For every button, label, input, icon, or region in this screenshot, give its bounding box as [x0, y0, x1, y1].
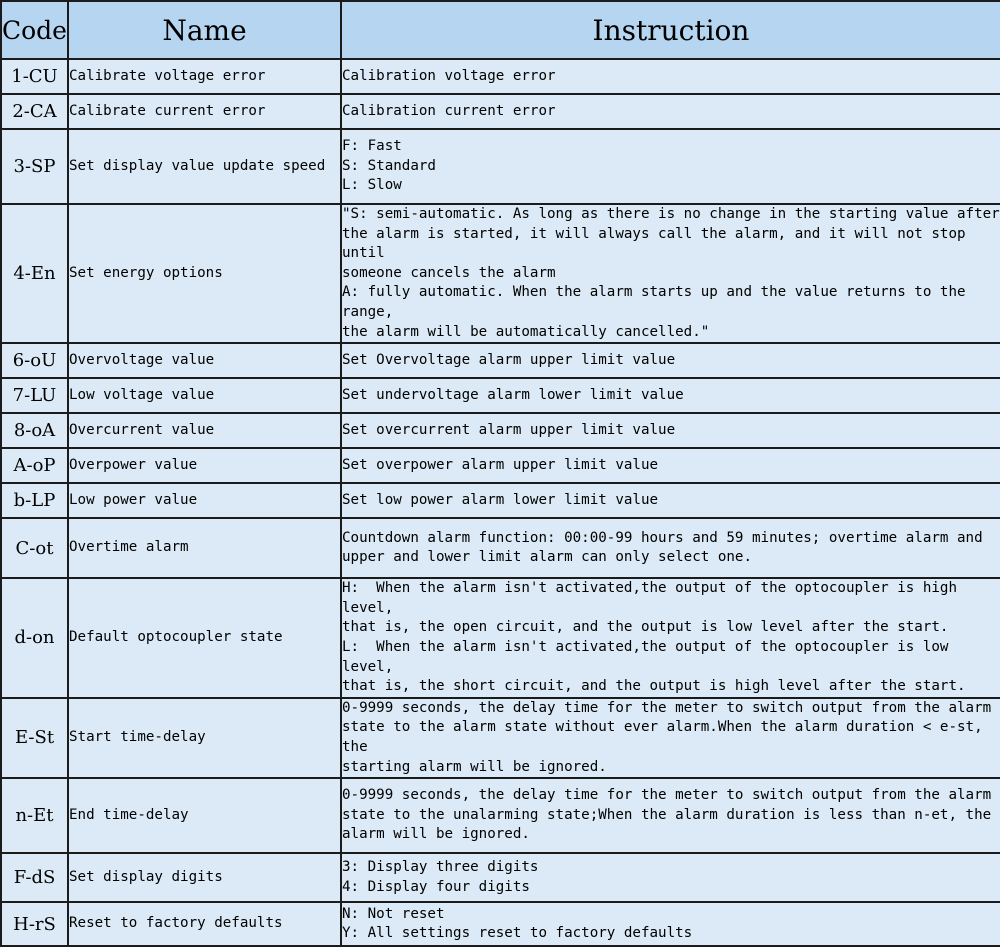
instruction-line: that is, the short circuit, and the output is high level after the start. — [342, 678, 966, 695]
table-row — [1, 343, 1000, 378]
instruction-line: H: When the alarm isn't activated,the output of the optocoupler is high level, — [342, 580, 966, 616]
instruction-cell — [341, 129, 1000, 204]
table-header-row — [1, 1, 1000, 59]
table-row — [1, 698, 1000, 778]
instruction-line: 3: Display three digits — [342, 859, 539, 875]
code-cell: b-LP — [1, 483, 68, 518]
instruction-cell — [341, 902, 1000, 946]
name-cell: Overcurrent value — [68, 413, 341, 448]
instruction-cell — [341, 204, 1000, 343]
code-cell: H-rS — [1, 902, 68, 946]
table-row — [1, 378, 1000, 413]
table-row — [1, 853, 1000, 902]
instruction-cell — [341, 518, 1000, 578]
instruction-line: that is, the open circuit, and the output is low level after the start. — [342, 619, 949, 636]
table-row — [1, 578, 1000, 698]
table-row — [1, 129, 1000, 204]
code-cell: A-oP — [1, 448, 68, 483]
instruction-cell — [341, 853, 1000, 902]
table-row — [1, 204, 1000, 343]
instruction-line: Set Overvoltage alarm upper limit value — [342, 351, 676, 368]
instruction-line: "S: semi-automatic. As long as there is no change in the starting value after — [342, 206, 1000, 222]
code-cell: C-ot — [1, 518, 68, 578]
column-header-code: Code — [1, 1, 68, 59]
instruction-line: Set undervoltage alarm lower limit value — [342, 386, 684, 403]
code-cell: n-Et — [1, 778, 68, 853]
table-row — [1, 448, 1000, 483]
instruction-line: someone cancels the alarm — [342, 264, 556, 281]
instruction-cell — [341, 778, 1000, 853]
instruction-line: starting alarm will be ignored. — [342, 758, 607, 775]
instruction-cell — [341, 94, 1000, 129]
code-cell: 2-CA — [1, 94, 68, 129]
instruction-line: F: Fast — [342, 138, 402, 155]
instruction-line: 0-9999 seconds, the delay time for the meter to switch output from the alarm — [342, 787, 992, 804]
name-cell: Start time-delay — [68, 698, 341, 778]
instruction-cell — [341, 448, 1000, 483]
name-cell: Overpower value — [68, 448, 341, 483]
instruction-line: state to the unalarming state;When the alarm duration is less than n-et, the — [342, 806, 992, 823]
instruction-line: Countdown alarm function: 00:00-99 hours and 59 minutes; overtime alarm and — [342, 529, 983, 546]
code-cell: 3-SP — [1, 129, 68, 204]
instruction-line: L: Slow — [342, 177, 402, 194]
instruction-line: upper and lower limit alarm can only select one. — [342, 549, 752, 566]
name-cell: Calibrate voltage error — [68, 59, 341, 94]
code-cell: E-St — [1, 698, 68, 778]
code-cell: F-dS — [1, 853, 68, 902]
column-header-name: Name — [68, 1, 341, 59]
name-cell: Calibrate current error — [68, 94, 341, 129]
instruction-line: N: Not reset — [342, 905, 445, 922]
instruction-line: L: When the alarm isn't activated,the output of the optocoupler is low level, — [342, 638, 958, 675]
code-cell: 8-oA — [1, 413, 68, 448]
table-row — [1, 902, 1000, 946]
instruction-line: Calibration current error — [342, 102, 556, 119]
table-row — [1, 778, 1000, 853]
instruction-line: 0-9999 seconds, the delay time for the meter to switch output from the alarm — [342, 699, 992, 716]
name-cell: Set display digits — [68, 853, 341, 902]
code-cell: 1-CU — [1, 59, 68, 94]
name-cell: Low power value — [68, 483, 341, 518]
name-cell: Overvoltage value — [68, 343, 341, 378]
table-row — [1, 413, 1000, 448]
instruction-cell — [341, 343, 1000, 378]
column-header-instruction: Instruction — [341, 1, 1000, 59]
instruction-cell — [341, 578, 1000, 698]
table-row — [1, 518, 1000, 578]
table-row — [1, 59, 1000, 94]
name-cell: Set display value update speed — [68, 129, 341, 204]
instruction-cell — [341, 413, 1000, 448]
instruction-line: A: fully automatic. When the alarm starts up and the value returns to the range, — [342, 284, 975, 320]
instruction-line: 4: Display four digits — [342, 878, 530, 895]
table-row — [1, 94, 1000, 129]
name-cell: Low voltage value — [68, 378, 341, 413]
instruction-line: Calibration voltage error — [342, 67, 556, 84]
instruction-cell — [341, 698, 1000, 778]
instruction-cell — [341, 59, 1000, 94]
instruction-line: Set low power alarm lower limit value — [342, 491, 659, 508]
name-cell: Default optocoupler state — [68, 578, 341, 698]
name-cell: End time-delay — [68, 778, 341, 853]
name-cell: Overtime alarm — [68, 518, 341, 578]
code-cell: 6-oU — [1, 343, 68, 378]
instruction-line: the alarm will be automatically cancelled." — [342, 323, 710, 340]
instruction-line: Set overcurrent alarm upper limit value — [342, 421, 676, 438]
code-cell: 7-LU — [1, 378, 68, 413]
instruction-line: the alarm is started, it will always call the alarm, and it will not stop until — [342, 225, 975, 262]
instruction-line: S: Standard — [342, 157, 436, 174]
instruction-line: alarm will be ignored. — [342, 826, 530, 843]
instruction-cell — [341, 378, 1000, 413]
code-cell: 4-En — [1, 204, 68, 343]
instruction-cell — [341, 483, 1000, 518]
name-cell: Reset to factory defaults — [68, 902, 341, 946]
instruction-line: Y: All settings reset to factory defaults — [342, 925, 693, 942]
table-row — [1, 483, 1000, 518]
code-cell: d-on — [1, 578, 68, 698]
instruction-line: Set overpower alarm upper limit value — [342, 456, 659, 473]
name-cell: Set energy options — [68, 204, 341, 343]
instruction-line: state to the alarm state without ever alarm.When the alarm duration < e-st, the — [342, 719, 992, 755]
